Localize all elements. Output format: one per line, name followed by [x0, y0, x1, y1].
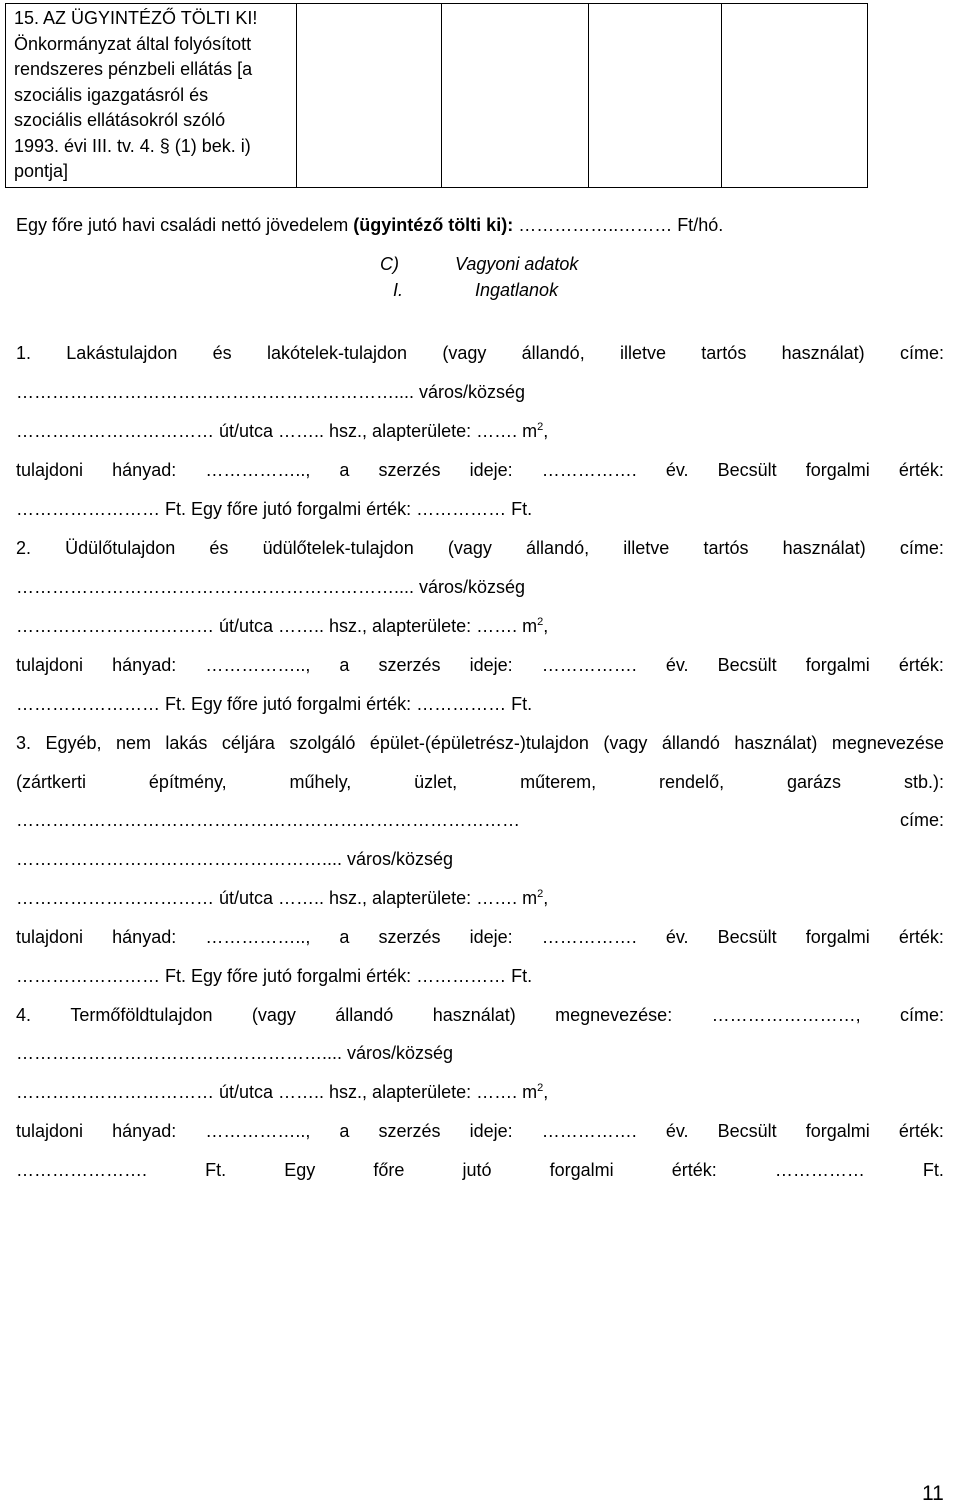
item4-share-line[interactable]	[16, 1121, 944, 1142]
item1-heading	[16, 343, 944, 364]
item2-share-line[interactable]	[16, 655, 944, 676]
word: tulajdoni	[16, 927, 84, 947]
word: érték:	[898, 1121, 944, 1141]
word: Egyéb,	[45, 733, 102, 753]
item1-street-field[interactable]	[16, 421, 548, 442]
word: garázs	[787, 772, 842, 792]
word: címe:	[899, 538, 944, 558]
word: év.	[665, 655, 689, 675]
word: címe:	[899, 343, 944, 363]
word: címe:	[899, 1005, 944, 1025]
word: hányad:	[112, 655, 177, 675]
item2-street-field[interactable]	[16, 616, 548, 637]
word: a	[339, 460, 350, 480]
word: hányad:	[112, 1121, 177, 1141]
empty-cell[interactable]	[722, 4, 868, 188]
word: (vagy	[447, 538, 492, 558]
word: ……………..,	[205, 927, 311, 947]
header-line: 15. AZ ÜGYINTÉZŐ TÖLTI KI!	[14, 8, 258, 28]
word: céljára	[221, 733, 275, 753]
header-line: szociális igazgatásról és	[14, 84, 209, 105]
word: Becsült	[717, 927, 777, 947]
word: év.	[665, 1121, 689, 1141]
word: tulajdoni	[16, 460, 84, 480]
section-c-title: Vagyoni adatok	[455, 254, 579, 274]
word: használat)	[782, 538, 866, 558]
word: Termőföldtulajdon	[70, 1005, 213, 1025]
word: építmény,	[148, 772, 227, 792]
word: …………….	[541, 1121, 637, 1141]
word: szerzés	[378, 927, 441, 947]
header-line: pontja]	[14, 161, 69, 181]
street-text: …………………………… út/utca …….. hsz., alapterülete: ……. m	[16, 888, 538, 908]
word: műterem,	[520, 772, 597, 792]
word: ……………..,	[205, 460, 311, 480]
word: Becsült	[717, 655, 777, 675]
income-field[interactable]: ……………..……… Ft/hó.	[513, 215, 724, 235]
item4-value-field[interactable]	[16, 1160, 944, 1181]
street-text: …………………………… út/utca …….. hsz., alapterülete: ……. m	[16, 616, 538, 636]
word: érték:	[898, 655, 944, 675]
word: a	[339, 1121, 350, 1141]
word: rendelő,	[659, 772, 725, 792]
word: 2.	[16, 538, 32, 558]
word: Becsült	[717, 460, 777, 480]
word: szolgáló	[289, 733, 356, 753]
word: forgalmi	[805, 655, 870, 675]
word: a	[339, 927, 350, 947]
item1-city-field[interactable]: ……………………………………………………….... város/község	[16, 382, 526, 402]
word: műhely,	[289, 772, 352, 792]
empty-cell[interactable]	[442, 4, 589, 188]
word: ideje:	[469, 927, 513, 947]
word: Ft.	[205, 1160, 227, 1180]
empty-cell[interactable]	[297, 4, 442, 188]
word: (vagy	[603, 733, 648, 753]
word: forgalmi	[805, 927, 870, 947]
superscript: 2	[537, 1082, 544, 1094]
superscript: 2	[537, 888, 544, 900]
comma: ,	[543, 421, 549, 441]
word: forgalmi	[549, 1160, 614, 1180]
header-line: szociális ellátásokról szóló	[14, 110, 226, 130]
word: illetve	[623, 538, 670, 558]
header-table	[5, 3, 868, 188]
word: …………….	[541, 927, 637, 947]
word: nem	[115, 733, 151, 753]
item3-value-field[interactable]: …………………… Ft. Egy főre jutó forgalmi érték: …………… Ft.	[16, 966, 533, 986]
word: …………………………………………………………………………	[16, 810, 520, 830]
word: forgalmi	[805, 460, 870, 480]
item4-street-field[interactable]	[16, 1082, 548, 1103]
word: (vagy	[251, 1005, 296, 1025]
word: állandó	[661, 733, 720, 753]
header-cell-text	[14, 6, 290, 185]
item3-heading	[16, 733, 944, 754]
word: lakás	[165, 733, 208, 753]
word: Ft.	[922, 1160, 944, 1180]
word: állandó,	[526, 538, 590, 558]
word: ideje:	[469, 655, 513, 675]
header-line: 1993. évi III. tv. 4. § (1) bek. i)	[14, 135, 251, 156]
superscript: 2	[537, 421, 544, 433]
word: címe:	[899, 810, 944, 830]
comma: ,	[543, 1082, 549, 1102]
word: érték:	[898, 927, 944, 947]
word: szerzés	[378, 460, 441, 480]
item2-value-field[interactable]: …………………… Ft. Egy főre jutó forgalmi érték: …………… Ft.	[16, 694, 533, 714]
item3-heading-cont	[16, 772, 944, 793]
item3-street-field[interactable]	[16, 888, 548, 909]
word: megnevezése:	[555, 1005, 673, 1025]
empty-cell[interactable]	[589, 4, 722, 188]
word: megnevezése	[831, 733, 944, 753]
item2-heading	[16, 538, 944, 559]
header-cell	[6, 4, 297, 188]
word: Üdülőtulajdon	[65, 538, 176, 558]
word: stb.):	[903, 772, 944, 792]
word: ideje:	[469, 1121, 513, 1141]
income-line	[16, 215, 723, 236]
word: Egy	[284, 1160, 316, 1180]
word: és	[209, 538, 229, 558]
income-label: Egy főre jutó havi családi nettó jövedelem	[16, 215, 354, 235]
word: (zártkerti	[16, 772, 87, 792]
word: év.	[665, 927, 689, 947]
item4-heading	[16, 1005, 944, 1026]
word: Becsült	[717, 1121, 777, 1141]
word: illetve	[619, 343, 667, 363]
word: 1.	[16, 343, 32, 363]
word: ………………….	[16, 1160, 148, 1180]
word: tulajdoni	[16, 655, 84, 675]
word: érték:	[898, 460, 944, 480]
comma: ,	[543, 888, 549, 908]
item1-value-field[interactable]: …………………… Ft. Egy főre jutó forgalmi érték: …………… Ft.	[16, 499, 533, 519]
section-i-numeral: I.	[393, 280, 404, 300]
word: üzlet,	[414, 772, 458, 792]
word: tartós	[703, 538, 749, 558]
word: állandó,	[521, 343, 585, 363]
item4-city-field[interactable]: …………………………………………….... város/község	[16, 1043, 454, 1063]
word: tulajdoni	[16, 1121, 84, 1141]
word[interactable]: ……………………,	[711, 1005, 861, 1025]
word: ……………	[774, 1160, 865, 1180]
item3-city-field[interactable]: …………………………………………….... város/község	[16, 849, 454, 869]
word: forgalmi	[805, 1121, 870, 1141]
word: jutó	[462, 1160, 492, 1180]
street-text: …………………………… út/utca …….. hsz., alapterülete: ……. m	[16, 1082, 538, 1102]
word: üdülőtelek-tulajdon	[262, 538, 414, 558]
word: állandó	[335, 1005, 394, 1025]
word: lakótelek-tulajdon	[266, 343, 408, 363]
word: 4.	[16, 1005, 32, 1025]
street-text: …………………………… út/utca …….. hsz., alapterülete: ……. m	[16, 421, 538, 441]
word: Lakástulajdon	[66, 343, 178, 363]
word: hányad:	[112, 460, 177, 480]
word: érték:	[671, 1160, 717, 1180]
word: használat)	[734, 733, 818, 753]
item3-name-field[interactable]	[16, 810, 944, 831]
word: ……………..,	[205, 655, 311, 675]
word: és	[212, 343, 232, 363]
page-number: 11	[922, 1482, 944, 1505]
item1-share-line[interactable]	[16, 460, 944, 481]
word: használat)	[432, 1005, 516, 1025]
word: főre	[373, 1160, 405, 1180]
word: ……………..,	[205, 1121, 311, 1141]
section-i-title: Ingatlanok	[475, 280, 559, 300]
word: szerzés	[378, 1121, 441, 1141]
word: 3.	[16, 733, 32, 753]
word: szerzés	[378, 655, 441, 675]
item3-share-line[interactable]	[16, 927, 944, 948]
section-c-letter: C)	[380, 254, 399, 274]
word: a	[339, 655, 350, 675]
comma: ,	[543, 616, 549, 636]
word: …………….	[541, 655, 637, 675]
income-note: (ügyintéző tölti ki):	[353, 215, 514, 235]
word: hányad:	[112, 927, 177, 947]
word: használat)	[781, 343, 865, 363]
word: ideje:	[469, 460, 513, 480]
item2-city-field[interactable]: ……………………………………………………….... város/község	[16, 577, 526, 597]
word: év.	[665, 460, 689, 480]
word: tartós	[701, 343, 747, 363]
word: (vagy	[442, 343, 487, 363]
word: …………….	[541, 460, 637, 480]
header-line: rendszeres pénzbeli ellátás [a	[14, 59, 253, 79]
superscript: 2	[537, 616, 544, 628]
header-line: Önkormányzat által folyósított	[14, 33, 252, 54]
word: épület-(épületrész-)tulajdon	[369, 733, 589, 753]
